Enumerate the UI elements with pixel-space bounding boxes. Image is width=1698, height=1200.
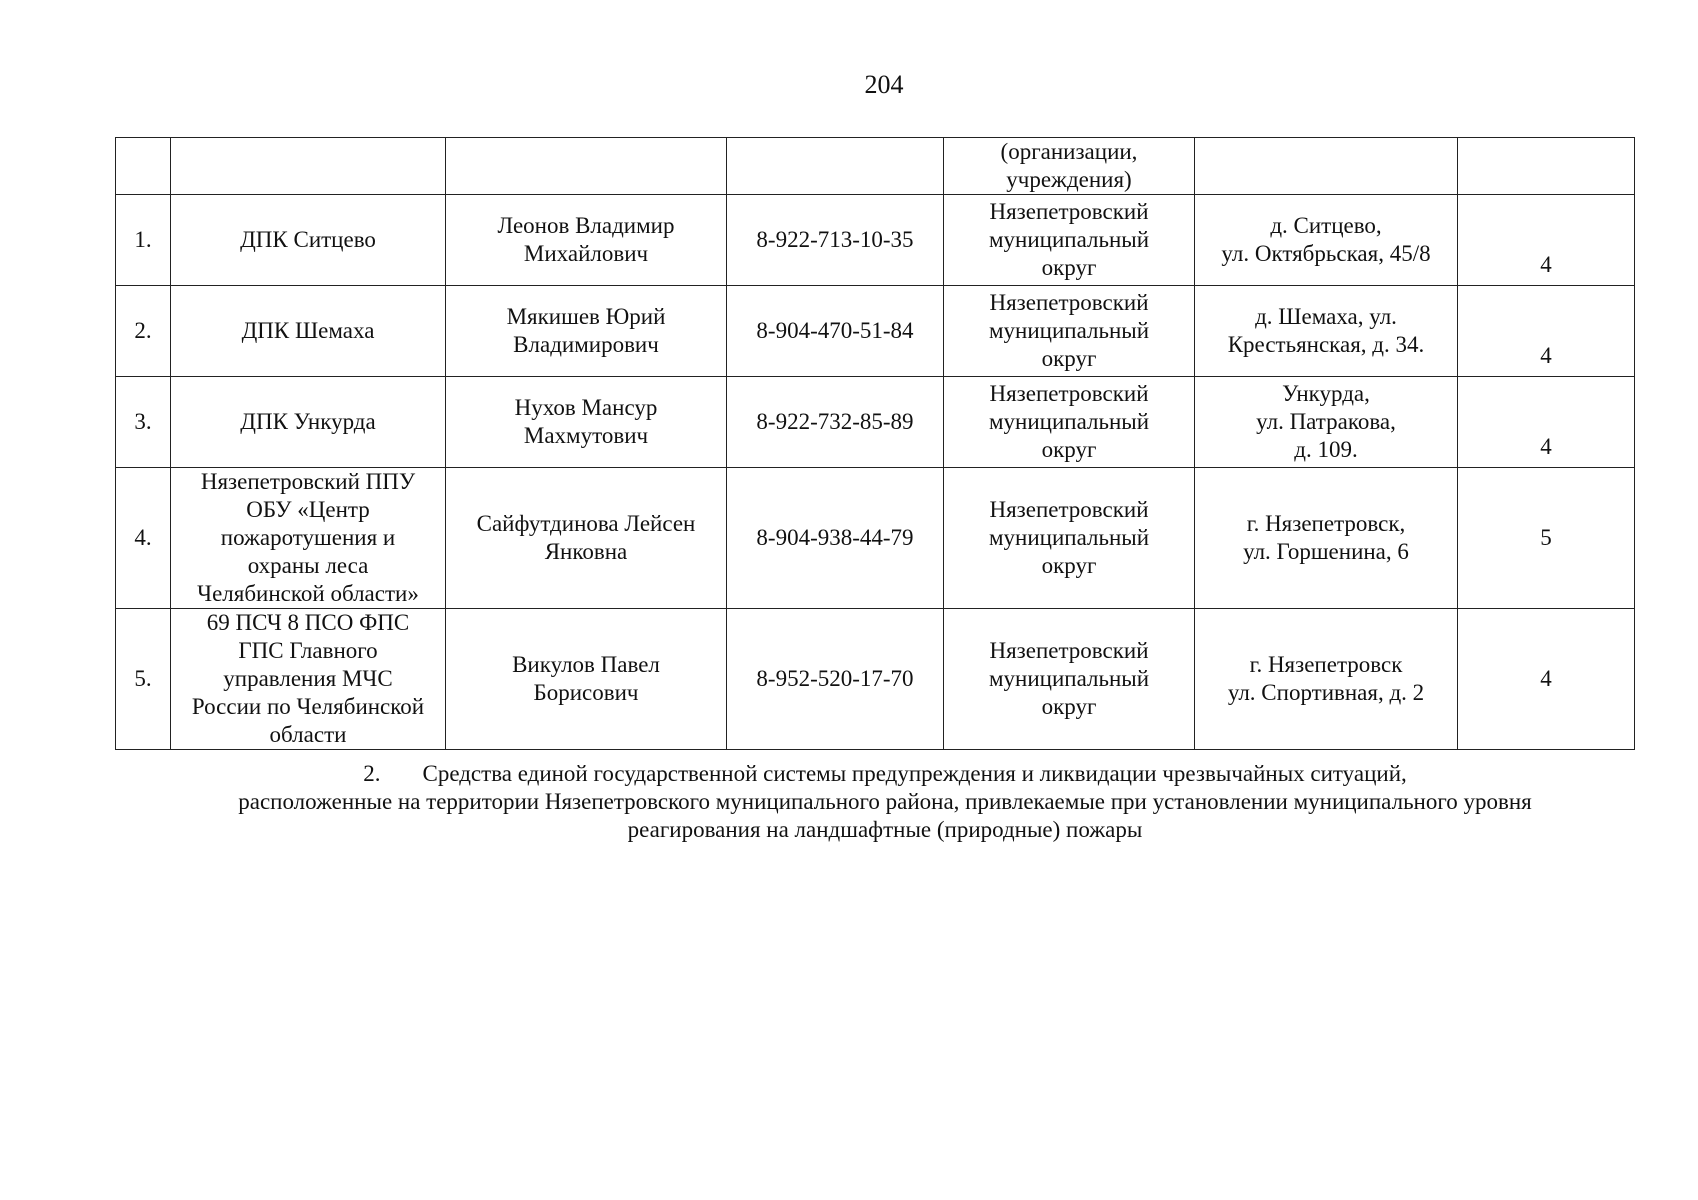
address: д. Ситцево, ул. Октябрьская, 45/8: [1195, 195, 1458, 286]
row-number: 5.: [116, 609, 171, 750]
count: 4: [1458, 195, 1635, 286]
table-row: [116, 609, 1635, 750]
table-row: [116, 377, 1635, 468]
head-name: Мякишев Юрий Владимирович: [446, 286, 727, 377]
header-cell: [1458, 138, 1635, 195]
phone: 8-904-938-44-79: [727, 468, 944, 609]
head-name: Нухов Мансур Махмутович: [446, 377, 727, 468]
header-cell-organization: (организации, учреждения): [944, 138, 1195, 195]
head-name: Сайфутдинова Лейсен Янковна: [446, 468, 727, 609]
row-number: 1.: [116, 195, 171, 286]
unit-name: ДПК Ункурда: [171, 377, 446, 468]
section-heading-line-3: реагирования на ландшафтные (природные) пожары: [627, 817, 1143, 842]
table-row: [116, 195, 1635, 286]
section-heading: [180, 760, 1590, 844]
section-heading-line-2: расположенные на территории Нязепетровского муниципального района, привлекаемые при установлении муниципального уровня: [238, 789, 1532, 814]
phone: 8-922-732-85-89: [727, 377, 944, 468]
unit-name: ДПК Шемаха: [171, 286, 446, 377]
district: Нязепетровский муниципальный округ: [944, 609, 1195, 750]
count: 5: [1458, 468, 1635, 609]
table-container: [115, 137, 1635, 750]
fire-units-table: [115, 137, 1635, 750]
section-number: 2.: [363, 761, 381, 786]
address: г. Нязепетровск, ул. Горшенина, 6: [1195, 468, 1458, 609]
district: Нязепетровский муниципальный округ: [944, 468, 1195, 609]
count: 4: [1458, 286, 1635, 377]
district: Нязепетровский муниципальный округ: [944, 195, 1195, 286]
address: г. Нязепетровск ул. Спортивная, д. 2: [1195, 609, 1458, 750]
phone: 8-922-713-10-35: [727, 195, 944, 286]
header-cell: [171, 138, 446, 195]
address: д. Шемаха, ул. Крестьянская, д. 34.: [1195, 286, 1458, 377]
phone: 8-904-470-51-84: [727, 286, 944, 377]
count: 4: [1458, 609, 1635, 750]
table-header-row: [116, 138, 1635, 195]
table-row: [116, 468, 1635, 609]
page-number: 204: [864, 70, 904, 99]
row-number: 2.: [116, 286, 171, 377]
header-cell: [116, 138, 171, 195]
header-cell: [1195, 138, 1458, 195]
unit-name: Нязепетровский ППУ ОБУ «Центр пожаротушения и охраны леса Челябинской области»: [171, 468, 446, 609]
district: Нязепетровский муниципальный округ: [944, 286, 1195, 377]
district: Нязепетровский муниципальный округ: [944, 377, 1195, 468]
row-number: 4.: [116, 468, 171, 609]
header-cell: [727, 138, 944, 195]
unit-name: ДПК Ситцево: [171, 195, 446, 286]
phone: 8-952-520-17-70: [727, 609, 944, 750]
table-row: [116, 286, 1635, 377]
count: 4: [1458, 377, 1635, 468]
unit-name: 69 ПСЧ 8 ПСО ФПС ГПС Главного управления МЧС России по Челябинской области: [171, 609, 446, 750]
row-number: 3.: [116, 377, 171, 468]
address: Ункурда, ул. Патракова, д. 109.: [1195, 377, 1458, 468]
section-title-part-1: Средства единой государственной системы предупреждения и ликвидации чрезвычайных ситуаций,: [422, 761, 1407, 786]
section-heading-line-1: [180, 760, 1590, 788]
head-name: Викулов Павел Борисович: [446, 609, 727, 750]
head-name: Леонов Владимир Михайлович: [446, 195, 727, 286]
header-cell: [446, 138, 727, 195]
